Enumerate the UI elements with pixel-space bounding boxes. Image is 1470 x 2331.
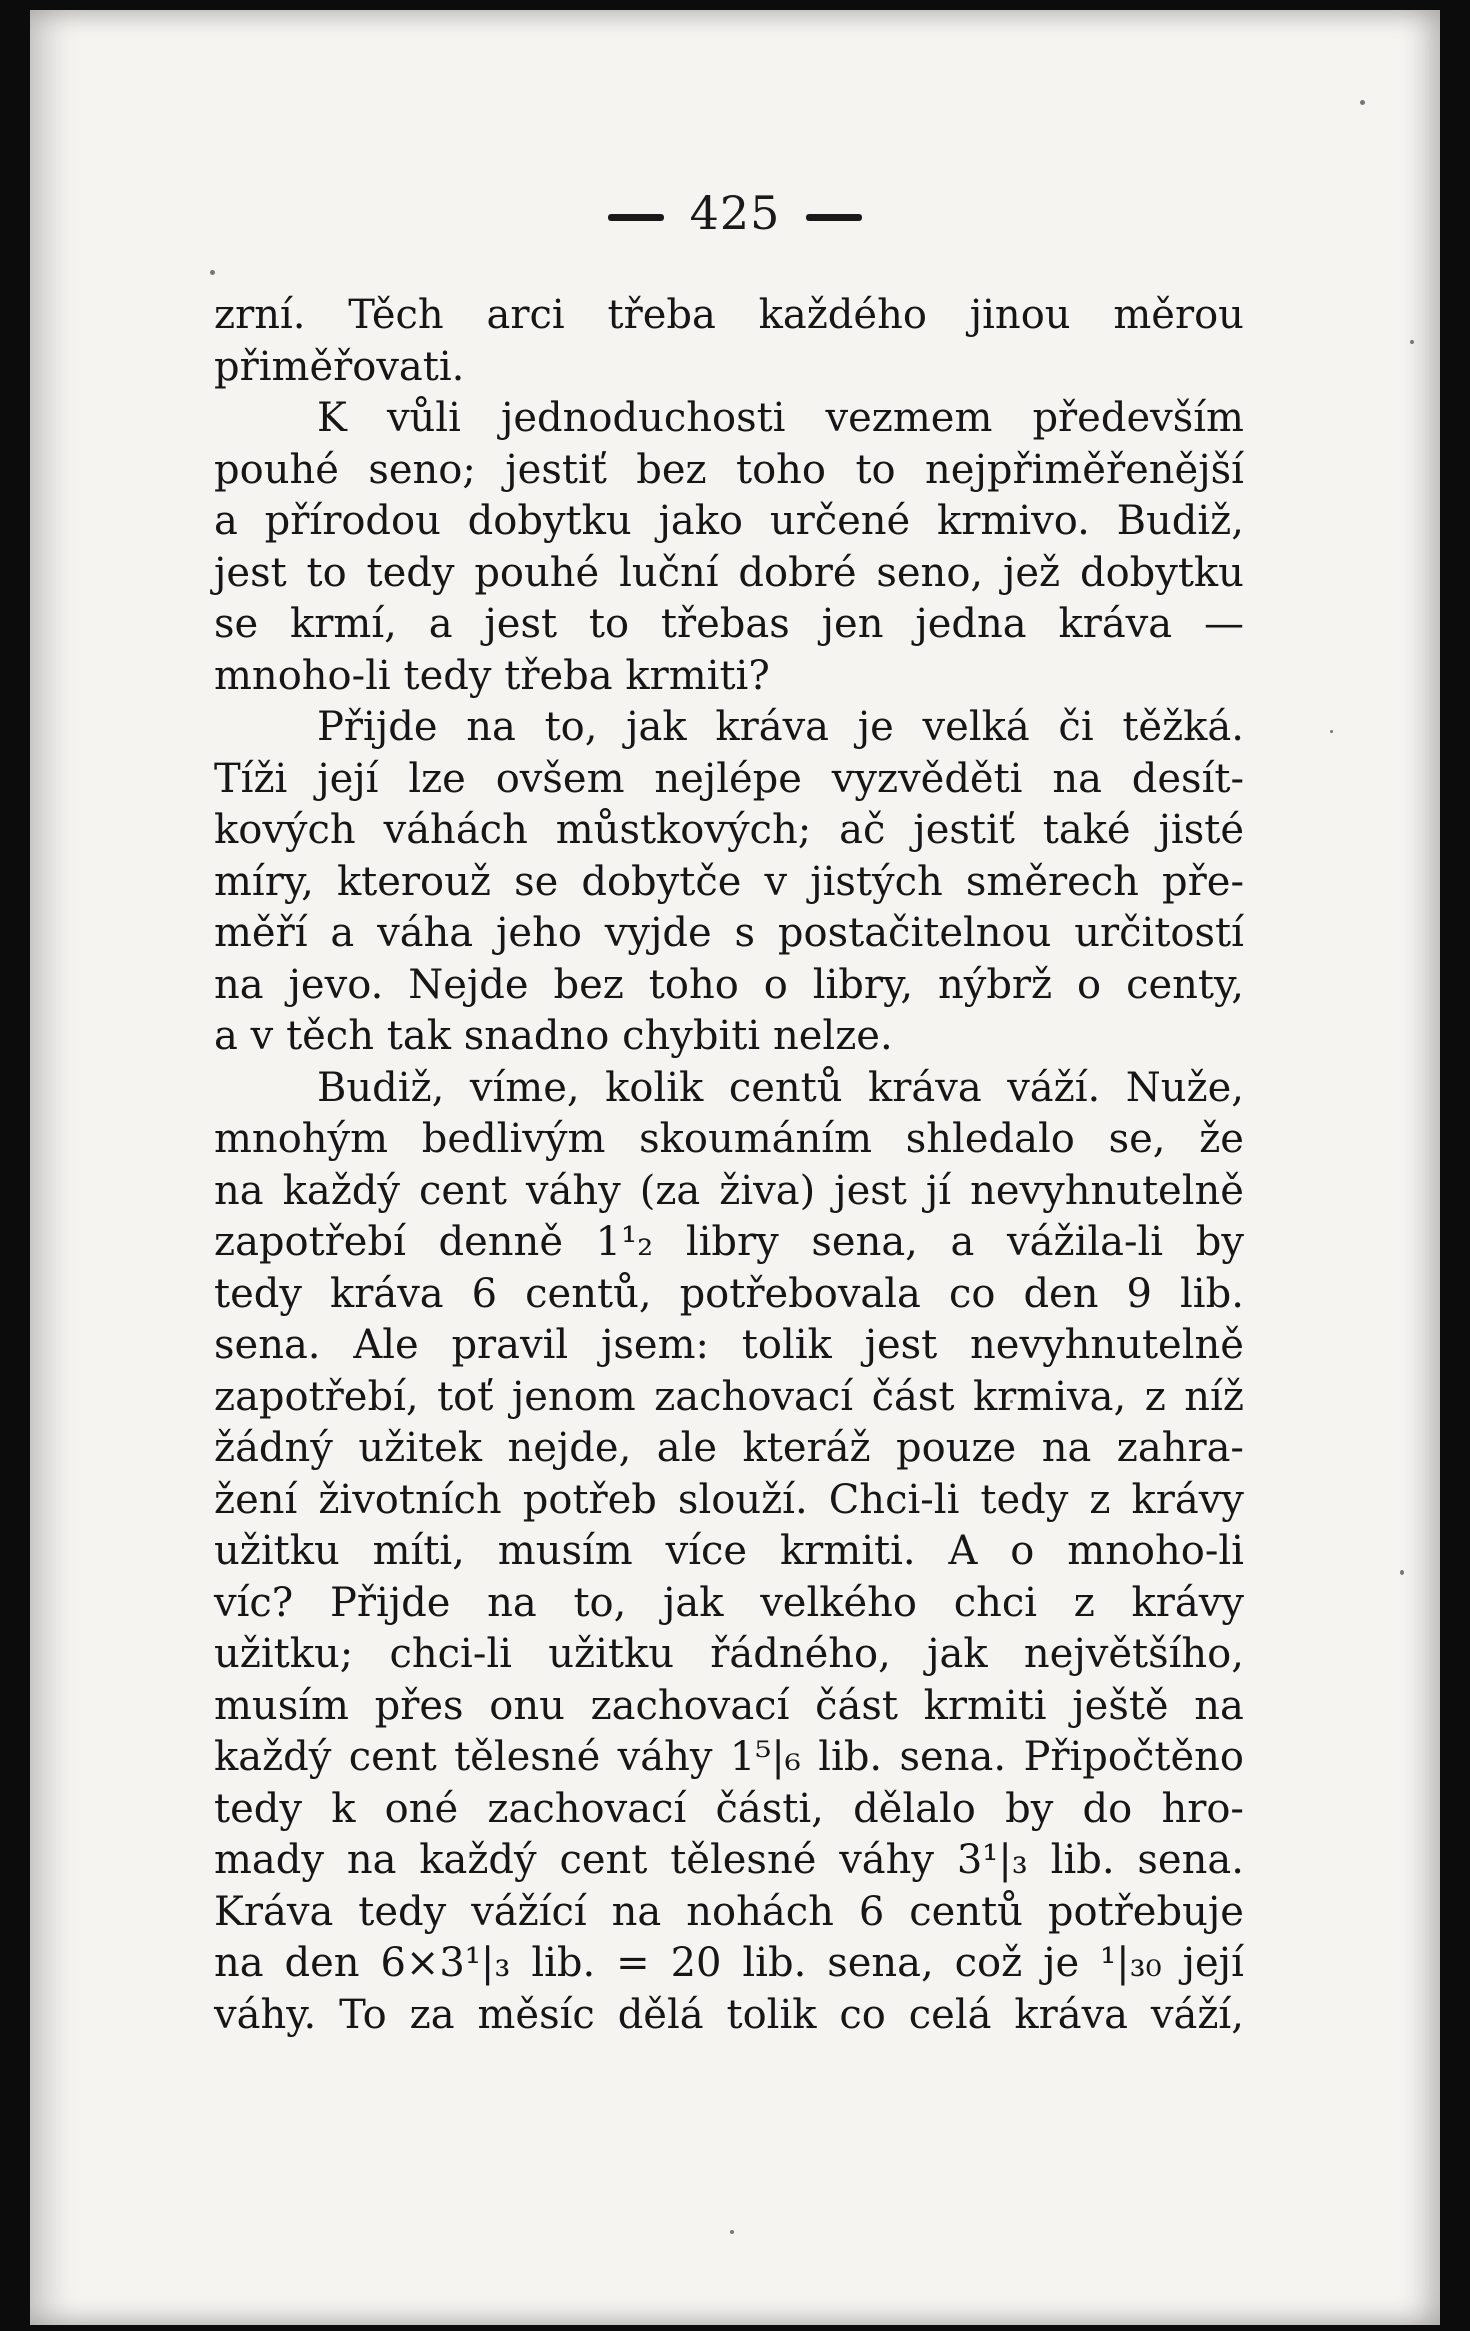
text-line: pouhé seno; jestiť bez toho to nejpřiměřenější xyxy=(214,446,1244,493)
text-line: užitku míti, musím více krmiti. A o mnoho-li xyxy=(214,1528,1244,1574)
text-line: na jevo. Nejde bez toho o libry, nýbrž o centy, xyxy=(214,961,1244,1008)
header-dash-left xyxy=(608,214,664,221)
text-line: a v těch tak snadno chybiti nelze. xyxy=(214,1013,893,1059)
text-line: užitku; chci-li užitku řádného, jak největšího, xyxy=(214,1631,1244,1677)
page-number: 425 xyxy=(689,186,781,240)
text-line: musím přes onu zachovací část krmiti ještě na xyxy=(214,1682,1244,1729)
text-line: Kráva tedy vážící na nohách 6 centů potřebuje xyxy=(214,1888,1244,1935)
text-line: měří a váha jeho vyjde s postačitelnou určitostí xyxy=(214,910,1244,956)
text-line: jest to tedy pouhé luční dobré seno, jež dobytku xyxy=(214,549,1244,596)
text-line: na každý cent váhy (za živa) jest jí nevyhnutelně xyxy=(214,1167,1244,1214)
page-header xyxy=(0,186,1470,240)
header-dash-right xyxy=(806,214,862,221)
text-line: kových váhách můstkových; ač jestiť také jisté xyxy=(214,807,1244,853)
text-line: míry, kterouž se dobytče v jistých směrech pře- xyxy=(214,858,1244,905)
text-line: víc? Přijde na to, jak velkého chci z krávy xyxy=(214,1579,1244,1626)
text-line: Budiž, víme, kolik centů kráva váží. Nuže, xyxy=(317,1064,1244,1111)
text-line: a přírodou dobytku jako určené krmivo. Budiž, xyxy=(214,498,1244,544)
text-line: žádný užitek nejde, ale kteráž pouze na zahra- xyxy=(214,1425,1244,1471)
text-line: se krmí, a jest to třebas jen jedna kráva — xyxy=(214,601,1244,647)
text-line: zapotřebí, toť jenom zachovací část krmiva, z níž xyxy=(214,1373,1244,1420)
text-line: K vůli jednoduchosti vezmem především xyxy=(317,395,1244,441)
text-line: váhy. To za měsíc dělá tolik co celá kráva váží, xyxy=(214,1991,1244,2038)
text-line: mnohým bedlivým skoumáním shledalo se, že xyxy=(214,1116,1244,1162)
text-line: tedy kráva 6 centů, potřebovala co den 9 lib. xyxy=(214,1270,1244,1317)
text-line: na den 6×3¹|₃ lib. = 20 lib. sena, což je ¹|₃₀ její xyxy=(214,1940,1244,1986)
text-line: mnoho-li tedy třeba krmiti? xyxy=(214,652,770,699)
text-line: mady na každý cent tělesné váhy 3¹|₃ lib. sena. xyxy=(214,1837,1244,1883)
text-line: přiměřovati. xyxy=(214,343,465,390)
text-line: zrní. Těch arci třeba každého jinou měrou xyxy=(214,292,1244,338)
text-line: tedy k oné zachovací části, dělalo by do hro- xyxy=(214,1785,1244,1832)
text-line: sena. Ale pravil jsem: tolik jest nevyhnutelně xyxy=(214,1322,1244,1368)
text-line: zapotřebí denně 1¹₂ libry sena, a vážila-li by xyxy=(214,1219,1244,1265)
text-line: Přijde na to, jak kráva je velká či těžká. xyxy=(317,704,1244,750)
body-text xyxy=(214,290,1244,2041)
text-line: každý cent tělesné váhy 1⁵|₆ lib. sena. Připočtěno xyxy=(214,1734,1244,1780)
text-line: žení životních potřeb slouží. Chci-li tedy z krávy xyxy=(214,1476,1244,1523)
text-line: Tíži její lze ovšem nejlépe vyzvěděti na desít- xyxy=(214,755,1244,802)
